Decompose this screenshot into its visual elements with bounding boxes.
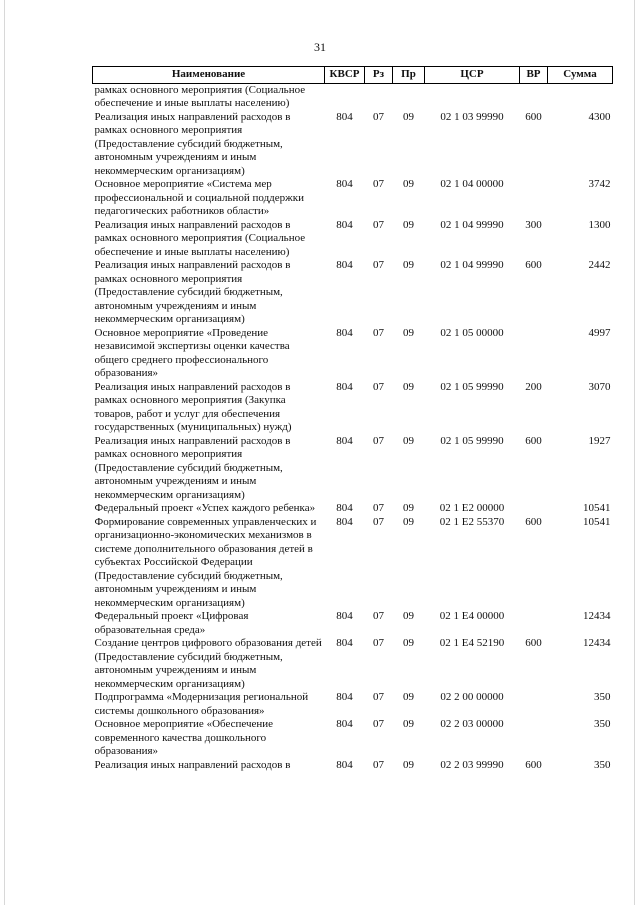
cell-vr bbox=[520, 610, 548, 637]
cell-name: Основное мероприятие «Система мер профессиональной и социальной поддержки педагогических работников области» bbox=[94, 178, 304, 217]
cell-kvsr: 804 bbox=[336, 515, 353, 528]
table-row bbox=[93, 327, 613, 381]
header-vr: ВР bbox=[520, 67, 548, 84]
cell-kvsr: 804 bbox=[336, 380, 353, 393]
table-row bbox=[93, 691, 613, 718]
cell-csr: 02 2 03 00000 bbox=[440, 718, 504, 730]
page-number: 31 bbox=[314, 40, 326, 54]
table-row bbox=[93, 637, 613, 691]
header-sum: Сумма bbox=[548, 67, 613, 84]
cell-csr: 02 1 05 99990 bbox=[440, 434, 504, 447]
cell-rz: 07 bbox=[373, 259, 384, 271]
header-name: Наименование bbox=[93, 67, 325, 84]
cell-rz bbox=[365, 83, 393, 111]
table-row bbox=[93, 516, 613, 611]
table-row bbox=[93, 759, 613, 773]
table-row bbox=[93, 111, 613, 179]
cell-sum: 10541 bbox=[583, 515, 611, 528]
header-csr: ЦСР bbox=[425, 67, 520, 84]
cell-sum: 350 bbox=[594, 718, 611, 730]
cell-pr: 09 bbox=[403, 218, 414, 231]
cell-name: Подпрограмма «Модернизация региональной системы дошкольного образования» bbox=[94, 691, 309, 717]
cell-pr: 09 bbox=[403, 718, 414, 730]
cell-kvsr: 804 bbox=[336, 259, 353, 271]
cell-kvsr: 804 bbox=[336, 637, 353, 649]
cell-csr: 02 1 04 99990 bbox=[440, 259, 504, 271]
cell-rz: 07 bbox=[373, 110, 384, 123]
table-row bbox=[93, 435, 613, 503]
cell-csr: 02 1 E4 52190 bbox=[439, 637, 505, 649]
cell-pr: 09 bbox=[403, 502, 414, 514]
header-pr: Пр bbox=[393, 67, 425, 84]
table-row bbox=[93, 381, 613, 435]
cell-kvsr: 804 bbox=[336, 178, 353, 190]
cell-rz: 07 bbox=[373, 434, 384, 447]
header-row bbox=[93, 67, 613, 84]
cell-vr: 600 bbox=[525, 259, 542, 271]
cell-rz: 07 bbox=[373, 718, 384, 730]
cell-vr bbox=[520, 718, 548, 759]
cell-sum: 4300 bbox=[588, 110, 611, 123]
budget-table bbox=[92, 66, 613, 772]
cell-vr bbox=[520, 178, 548, 219]
cell-vr: 600 bbox=[525, 110, 542, 123]
cell-pr: 09 bbox=[403, 691, 414, 703]
cell-sum: 3070 bbox=[588, 380, 611, 393]
cell-csr: 02 1 04 00000 bbox=[440, 178, 504, 190]
cell-sum: 1300 bbox=[588, 218, 611, 231]
cell-name: Федеральный проект «Цифровая образовательная среда» bbox=[94, 610, 249, 636]
scan-edge-right bbox=[634, 0, 635, 905]
cell-name: Федеральный проект «Успех каждого ребенка» bbox=[94, 502, 316, 514]
cell-sum: 3742 bbox=[588, 178, 611, 190]
cell-name: Создание центров цифрового образования детей (Предоставление субсидий бюджетным, автономным учреждениям и иным некоммерческим организациям) bbox=[94, 637, 322, 690]
table-row bbox=[93, 83, 613, 111]
cell-pr: 09 bbox=[403, 110, 414, 123]
table-row bbox=[93, 718, 613, 759]
cell-rz: 07 bbox=[373, 218, 384, 231]
cell-kvsr: 804 bbox=[336, 610, 353, 622]
cell-pr: 09 bbox=[403, 434, 414, 447]
cell-vr: 600 bbox=[525, 758, 542, 771]
cell-pr: 09 bbox=[403, 610, 414, 622]
cell-name: Основное мероприятие «Проведение независимой экспертизы оценки качества общего среднего профессионального образования» bbox=[94, 326, 290, 379]
cell-vr bbox=[520, 327, 548, 381]
cell-sum: 10541 bbox=[583, 502, 611, 514]
cell-name: Реализация иных направлений расходов в рамках основного мероприятия (Предоставление субсидий бюджетным, автономным учреждениям и иным некоммерческим организациям) bbox=[94, 434, 291, 501]
cell-sum: 12434 bbox=[583, 637, 611, 649]
cell-vr bbox=[520, 83, 548, 111]
cell-kvsr: 804 bbox=[336, 691, 353, 703]
cell-csr bbox=[425, 83, 520, 111]
cell-vr bbox=[520, 502, 548, 516]
cell-rz: 07 bbox=[373, 178, 384, 190]
cell-name: Реализация иных направлений расходов в рамках основного мероприятия (Социальное обеспечение и иные выплаты населению) bbox=[94, 218, 306, 258]
cell-pr: 09 bbox=[403, 515, 414, 528]
cell-csr: 02 1 E2 55370 bbox=[439, 515, 505, 528]
cell-name: Реализация иных направлений расходов в рамках основного мероприятия (Предоставление субсидий бюджетным, автономным учреждениям и иным некоммерческим организациям) bbox=[94, 259, 291, 325]
cell-csr: 02 1 05 00000 bbox=[440, 326, 504, 339]
cell-pr: 09 bbox=[403, 326, 414, 339]
cell-pr: 09 bbox=[403, 380, 414, 393]
cell-rz: 07 bbox=[373, 637, 384, 649]
cell-vr: 200 bbox=[525, 380, 542, 393]
cell-kvsr: 804 bbox=[336, 434, 353, 447]
cell-name: Реализация иных направлений расходов в рамках основного мероприятия (Предоставление субсидий бюджетным, автономным учреждениям и иным некоммерческим организациям) bbox=[94, 110, 291, 177]
cell-csr: 02 2 03 99990 bbox=[440, 758, 504, 771]
cell-kvsr: 804 bbox=[336, 758, 353, 771]
cell-vr: 300 bbox=[525, 218, 542, 231]
cell-sum: 2442 bbox=[588, 259, 611, 271]
cell-name: Формирование современных управленческих и организационно-экономических механизмов в системе дополнительного образования детей в субъектах Российской Федерации (Предоставление субсидий бюджетным, автономным учреждениям и иным некоммерческим организациям) bbox=[94, 515, 317, 609]
cell-sum: 12434 bbox=[583, 610, 611, 622]
cell-pr bbox=[393, 83, 425, 111]
cell-rz: 07 bbox=[373, 610, 384, 622]
table-row bbox=[93, 178, 613, 219]
table-row bbox=[93, 219, 613, 260]
cell-csr: 02 2 00 00000 bbox=[440, 691, 504, 703]
header-rz: Рз bbox=[365, 67, 393, 84]
cell-sum: 4997 bbox=[588, 326, 611, 339]
cell-name: рамках основного мероприятия (Социальное обеспечение и иные выплаты населению) bbox=[94, 83, 306, 109]
cell-kvsr: 804 bbox=[336, 502, 353, 514]
scan-edge-left bbox=[4, 0, 5, 905]
cell-pr: 09 bbox=[403, 758, 414, 771]
cell-csr: 02 1 04 99990 bbox=[440, 218, 504, 231]
table-row bbox=[93, 610, 613, 637]
cell-csr: 02 1 05 99990 bbox=[440, 380, 504, 393]
cell-name: Реализация иных направлений расходов в рамках основного мероприятия (Закупка товаров, работ и услуг для обеспечения государственных (муниципальных) нужд) bbox=[94, 380, 292, 433]
cell-sum: 350 bbox=[594, 691, 611, 703]
cell-pr: 09 bbox=[403, 178, 414, 190]
cell-name: Основное мероприятие «Обеспечение современного качества дошкольного образования» bbox=[94, 718, 274, 757]
cell-rz: 07 bbox=[373, 502, 384, 514]
cell-csr: 02 1 03 99990 bbox=[440, 110, 504, 123]
cell-name: Реализация иных направлений расходов в bbox=[94, 758, 291, 771]
cell-csr: 02 1 E2 00000 bbox=[439, 502, 505, 514]
header-kvsr: КВСР bbox=[325, 67, 365, 84]
table-row bbox=[93, 259, 613, 327]
cell-vr: 600 bbox=[525, 434, 542, 447]
cell-sum: 350 bbox=[594, 758, 611, 771]
cell-kvsr: 804 bbox=[336, 218, 353, 231]
cell-rz: 07 bbox=[373, 691, 384, 703]
cell-rz: 07 bbox=[373, 515, 384, 528]
table-row bbox=[93, 502, 613, 516]
cell-csr: 02 1 E4 00000 bbox=[439, 610, 505, 622]
cell-pr: 09 bbox=[403, 637, 414, 649]
cell-kvsr bbox=[325, 83, 365, 111]
cell-sum: 1927 bbox=[588, 434, 611, 447]
cell-kvsr: 804 bbox=[336, 110, 353, 123]
cell-sum bbox=[548, 83, 613, 111]
cell-rz: 07 bbox=[373, 758, 384, 771]
cell-rz: 07 bbox=[373, 326, 384, 339]
cell-vr: 600 bbox=[525, 515, 542, 528]
cell-kvsr: 804 bbox=[336, 718, 353, 730]
cell-vr bbox=[520, 691, 548, 718]
cell-vr: 600 bbox=[525, 637, 542, 649]
cell-rz: 07 bbox=[373, 380, 384, 393]
cell-kvsr: 804 bbox=[336, 326, 353, 339]
cell-pr: 09 bbox=[403, 259, 414, 271]
